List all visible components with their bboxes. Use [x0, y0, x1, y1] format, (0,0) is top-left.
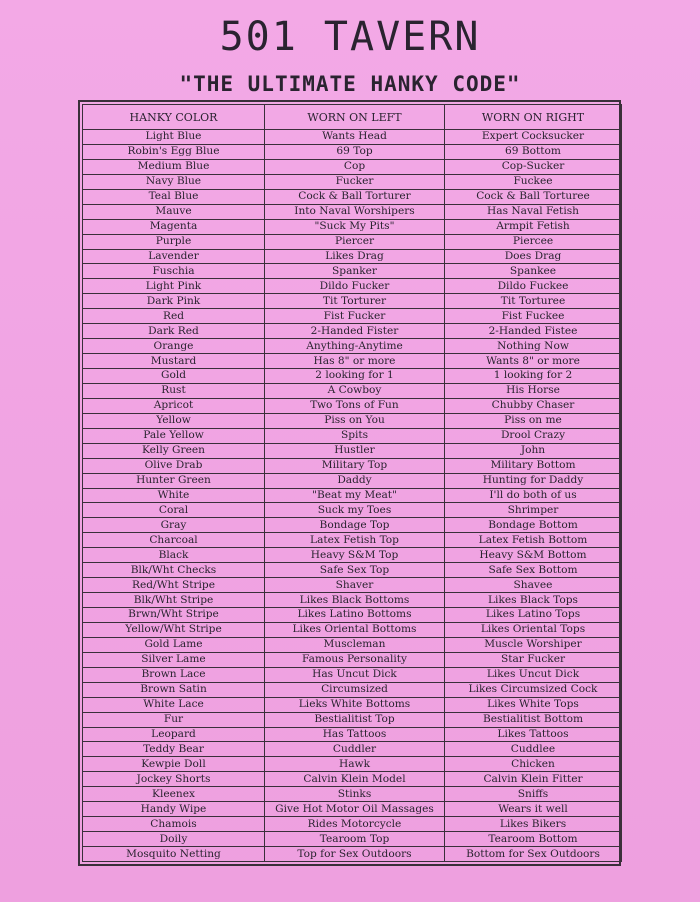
worn-on-right-cell: Cop-Sucker — [445, 159, 622, 174]
table-row — [83, 264, 622, 279]
worn-on-left-cell: Cock & Ball Torturer — [265, 189, 445, 204]
table-row — [83, 787, 622, 802]
worn-on-left-cell: Circumsized — [265, 682, 445, 697]
worn-on-right-cell: Fist Fuckee — [445, 309, 622, 324]
table-row — [83, 578, 622, 593]
hanky-color-cell: Gold — [83, 369, 265, 384]
worn-on-right-cell: Expert Cocksucker — [445, 130, 622, 145]
column-header-worn-on-left: WORN ON LEFT — [265, 105, 445, 130]
worn-on-left-cell: Into Naval Worshipers — [265, 204, 445, 219]
table-row — [83, 458, 622, 473]
table-row — [83, 847, 622, 862]
page-subtitle: "THE ULTIMATE HANKY CODE" — [179, 72, 521, 96]
hanky-color-cell: Handy Wipe — [83, 802, 265, 817]
hanky-color-cell: Doily — [83, 832, 265, 847]
worn-on-left-cell: "Beat my Meat" — [265, 488, 445, 503]
worn-on-right-cell: Wants 8" or more — [445, 354, 622, 369]
worn-on-right-cell: Safe Sex Bottom — [445, 563, 622, 578]
worn-on-left-cell: Cuddler — [265, 742, 445, 757]
hanky-color-cell: Brown Lace — [83, 667, 265, 682]
hanky-color-cell: Blk/Wht Checks — [83, 563, 265, 578]
worn-on-left-cell: Tearoom Top — [265, 832, 445, 847]
table-row — [83, 772, 622, 787]
worn-on-left-cell: Has 8" or more — [265, 354, 445, 369]
worn-on-right-cell: Likes Circumsized Cock — [445, 682, 622, 697]
worn-on-left-cell: 2-Handed Fister — [265, 324, 445, 339]
hanky-color-cell: Robin's Egg Blue — [83, 144, 265, 159]
hanky-color-cell: Yellow/Wht Stripe — [83, 622, 265, 637]
worn-on-left-cell: 69 Top — [265, 144, 445, 159]
table-row — [83, 339, 622, 354]
worn-on-right-cell: Cock & Ball Torturee — [445, 189, 622, 204]
hanky-color-cell: White — [83, 488, 265, 503]
worn-on-right-cell: Bottom for Sex Outdoors — [445, 847, 622, 862]
page-title: 501 TAVERN — [219, 14, 481, 60]
worn-on-right-cell: Piercee — [445, 234, 622, 249]
worn-on-right-cell: Dildo Fuckee — [445, 279, 622, 294]
worn-on-right-cell: Drool Crazy — [445, 428, 622, 443]
worn-on-right-cell: Does Drag — [445, 249, 622, 264]
table-row — [83, 757, 622, 772]
hanky-color-cell: Pale Yellow — [83, 428, 265, 443]
worn-on-left-cell: Suck my Toes — [265, 503, 445, 518]
table-row — [83, 159, 622, 174]
table-row — [83, 503, 622, 518]
worn-on-right-cell: Chubby Chaser — [445, 398, 622, 413]
worn-on-left-cell: Anything-Anytime — [265, 339, 445, 354]
hanky-color-cell: Navy Blue — [83, 174, 265, 189]
hanky-color-cell: Kleenex — [83, 787, 265, 802]
table-row — [83, 279, 622, 294]
worn-on-right-cell: Shavee — [445, 578, 622, 593]
worn-on-right-cell: Hunting for Daddy — [445, 473, 622, 488]
table-row — [83, 309, 622, 324]
table-row — [83, 369, 622, 384]
table-row — [83, 817, 622, 832]
table-row — [83, 204, 622, 219]
hanky-color-cell: Medium Blue — [83, 159, 265, 174]
worn-on-left-cell: Tit Torturer — [265, 294, 445, 309]
worn-on-right-cell: Tit Torturee — [445, 294, 622, 309]
hanky-color-cell: Light Pink — [83, 279, 265, 294]
worn-on-left-cell: Lieks White Bottoms — [265, 697, 445, 712]
table-row — [83, 413, 622, 428]
table-row — [83, 398, 622, 413]
worn-on-left-cell: Fucker — [265, 174, 445, 189]
hanky-color-cell: Olive Drab — [83, 458, 265, 473]
worn-on-left-cell: 2 looking for 1 — [265, 369, 445, 384]
hanky-color-cell: Silver Lame — [83, 652, 265, 667]
worn-on-right-cell: Bestialitist Bottom — [445, 712, 622, 727]
hanky-color-cell: Mosquito Netting — [83, 847, 265, 862]
hanky-color-cell: Teal Blue — [83, 189, 265, 204]
table-row — [83, 383, 622, 398]
worn-on-left-cell: Heavy S&M Top — [265, 548, 445, 563]
hanky-color-cell: Jockey Shorts — [83, 772, 265, 787]
worn-on-left-cell: Top for Sex Outdoors — [265, 847, 445, 862]
table-row — [83, 249, 622, 264]
table-row — [83, 608, 622, 623]
worn-on-right-cell: Military Bottom — [445, 458, 622, 473]
hanky-code-table — [82, 104, 622, 862]
worn-on-right-cell: Sniffs — [445, 787, 622, 802]
table-row — [83, 682, 622, 697]
worn-on-left-cell: Piss on You — [265, 413, 445, 428]
worn-on-right-cell: Likes White Tops — [445, 697, 622, 712]
hanky-code-table-frame — [78, 100, 621, 866]
worn-on-left-cell: Shaver — [265, 578, 445, 593]
table-row — [83, 742, 622, 757]
worn-on-right-cell: Piss on me — [445, 413, 622, 428]
hanky-color-cell: Rust — [83, 383, 265, 398]
worn-on-left-cell: Likes Black Bottoms — [265, 593, 445, 608]
worn-on-left-cell: Two Tons of Fun — [265, 398, 445, 413]
table-row — [83, 802, 622, 817]
worn-on-right-cell: John — [445, 443, 622, 458]
hanky-color-cell: Gray — [83, 518, 265, 533]
worn-on-left-cell: A Cowboy — [265, 383, 445, 398]
worn-on-left-cell: Dildo Fucker — [265, 279, 445, 294]
hanky-color-cell: Mustard — [83, 354, 265, 369]
worn-on-right-cell: Muscle Worshiper — [445, 637, 622, 652]
worn-on-left-cell: Spits — [265, 428, 445, 443]
table-row — [83, 667, 622, 682]
table-row — [83, 637, 622, 652]
hanky-color-cell: Dark Pink — [83, 294, 265, 309]
worn-on-right-cell: Likes Uncut Dick — [445, 667, 622, 682]
hanky-color-cell: Light Blue — [83, 130, 265, 145]
hanky-color-cell: Brown Satin — [83, 682, 265, 697]
worn-on-left-cell: Likes Latino Bottoms — [265, 608, 445, 623]
hanky-color-cell: Orange — [83, 339, 265, 354]
hanky-color-cell: Purple — [83, 234, 265, 249]
worn-on-left-cell: Wants Head — [265, 130, 445, 145]
table-row — [83, 652, 622, 667]
table-row — [83, 533, 622, 548]
worn-on-left-cell: "Suck My Pits" — [265, 219, 445, 234]
table-row — [83, 443, 622, 458]
table-body — [83, 130, 622, 862]
hanky-color-cell: Kewpie Doll — [83, 757, 265, 772]
table-row — [83, 234, 622, 249]
worn-on-right-cell: Fuckee — [445, 174, 622, 189]
worn-on-right-cell: Shrimper — [445, 503, 622, 518]
hanky-color-cell: Apricot — [83, 398, 265, 413]
worn-on-right-cell: Likes Tattoos — [445, 727, 622, 742]
table-row — [83, 518, 622, 533]
worn-on-left-cell: Calvin Klein Model — [265, 772, 445, 787]
table-row — [83, 697, 622, 712]
worn-on-left-cell: Likes Oriental Bottoms — [265, 622, 445, 637]
worn-on-left-cell: Rides Motorcycle — [265, 817, 445, 832]
table-row — [83, 189, 622, 204]
hanky-color-cell: Teddy Bear — [83, 742, 265, 757]
worn-on-right-cell: Heavy S&M Bottom — [445, 548, 622, 563]
table-row — [83, 727, 622, 742]
worn-on-right-cell: Spankee — [445, 264, 622, 279]
hanky-color-cell: Hunter Green — [83, 473, 265, 488]
hanky-color-cell: Brwn/Wht Stripe — [83, 608, 265, 623]
worn-on-left-cell: Famous Personality — [265, 652, 445, 667]
table-row — [83, 593, 622, 608]
hanky-color-cell: Lavender — [83, 249, 265, 264]
worn-on-right-cell: Calvin Klein Fitter — [445, 772, 622, 787]
hanky-color-cell: Fur — [83, 712, 265, 727]
worn-on-left-cell: Piercer — [265, 234, 445, 249]
worn-on-right-cell: 2-Handed Fistee — [445, 324, 622, 339]
worn-on-left-cell: Cop — [265, 159, 445, 174]
worn-on-right-cell: Likes Bikers — [445, 817, 622, 832]
hanky-color-cell: Red — [83, 309, 265, 324]
worn-on-right-cell: 69 Bottom — [445, 144, 622, 159]
worn-on-right-cell: 1 looking for 2 — [445, 369, 622, 384]
hanky-color-cell: Red/Wht Stripe — [83, 578, 265, 593]
worn-on-left-cell: Has Uncut Dick — [265, 667, 445, 682]
table-row — [83, 832, 622, 847]
table-row — [83, 488, 622, 503]
worn-on-left-cell: Latex Fetish Top — [265, 533, 445, 548]
worn-on-left-cell: Bondage Top — [265, 518, 445, 533]
table-row — [83, 174, 622, 189]
hanky-color-cell: Black — [83, 548, 265, 563]
worn-on-left-cell: Stinks — [265, 787, 445, 802]
hanky-color-cell: Kelly Green — [83, 443, 265, 458]
table-row — [83, 144, 622, 159]
table-row — [83, 548, 622, 563]
worn-on-right-cell: Tearoom Bottom — [445, 832, 622, 847]
hanky-color-cell: Charcoal — [83, 533, 265, 548]
worn-on-right-cell: Bondage Bottom — [445, 518, 622, 533]
worn-on-left-cell: Safe Sex Top — [265, 563, 445, 578]
hanky-color-cell: Coral — [83, 503, 265, 518]
hanky-color-cell: Magenta — [83, 219, 265, 234]
table-row — [83, 563, 622, 578]
worn-on-right-cell: Chicken — [445, 757, 622, 772]
column-header-hanky-color: HANKY COLOR — [83, 105, 265, 130]
worn-on-right-cell: Has Naval Fetish — [445, 204, 622, 219]
worn-on-right-cell: Cuddlee — [445, 742, 622, 757]
column-header-worn-on-right: WORN ON RIGHT — [445, 105, 622, 130]
table-header-row — [83, 105, 622, 130]
table-row — [83, 428, 622, 443]
table-row — [83, 473, 622, 488]
worn-on-left-cell: Daddy — [265, 473, 445, 488]
hanky-color-cell: Yellow — [83, 413, 265, 428]
hanky-color-cell: Gold Lame — [83, 637, 265, 652]
worn-on-right-cell: Wears it well — [445, 802, 622, 817]
hanky-color-cell: Blk/Wht Stripe — [83, 593, 265, 608]
worn-on-right-cell: Nothing Now — [445, 339, 622, 354]
table-row — [83, 294, 622, 309]
worn-on-left-cell: Muscleman — [265, 637, 445, 652]
worn-on-right-cell: Armpit Fetish — [445, 219, 622, 234]
worn-on-right-cell: Likes Black Tops — [445, 593, 622, 608]
hanky-color-cell: Chamois — [83, 817, 265, 832]
worn-on-left-cell: Military Top — [265, 458, 445, 473]
worn-on-left-cell: Give Hot Motor Oil Massages — [265, 802, 445, 817]
worn-on-right-cell: Latex Fetish Bottom — [445, 533, 622, 548]
hanky-color-cell: Mauve — [83, 204, 265, 219]
worn-on-right-cell: His Horse — [445, 383, 622, 398]
worn-on-right-cell: I'll do both of us — [445, 488, 622, 503]
worn-on-left-cell: Likes Drag — [265, 249, 445, 264]
hanky-color-cell: Leopard — [83, 727, 265, 742]
table-row — [83, 354, 622, 369]
worn-on-left-cell: Spanker — [265, 264, 445, 279]
table-row — [83, 712, 622, 727]
hanky-color-cell: White Lace — [83, 697, 265, 712]
worn-on-left-cell: Bestialitist Top — [265, 712, 445, 727]
table-row — [83, 324, 622, 339]
worn-on-left-cell: Has Tattoos — [265, 727, 445, 742]
worn-on-left-cell: Fist Fucker — [265, 309, 445, 324]
table-row — [83, 219, 622, 234]
worn-on-right-cell: Likes Latino Tops — [445, 608, 622, 623]
worn-on-right-cell: Likes Oriental Tops — [445, 622, 622, 637]
worn-on-left-cell: Hawk — [265, 757, 445, 772]
worn-on-right-cell: Star Fucker — [445, 652, 622, 667]
table-row — [83, 622, 622, 637]
table-row — [83, 130, 622, 145]
hanky-color-cell: Fuschia — [83, 264, 265, 279]
hanky-color-cell: Dark Red — [83, 324, 265, 339]
worn-on-left-cell: Hustler — [265, 443, 445, 458]
